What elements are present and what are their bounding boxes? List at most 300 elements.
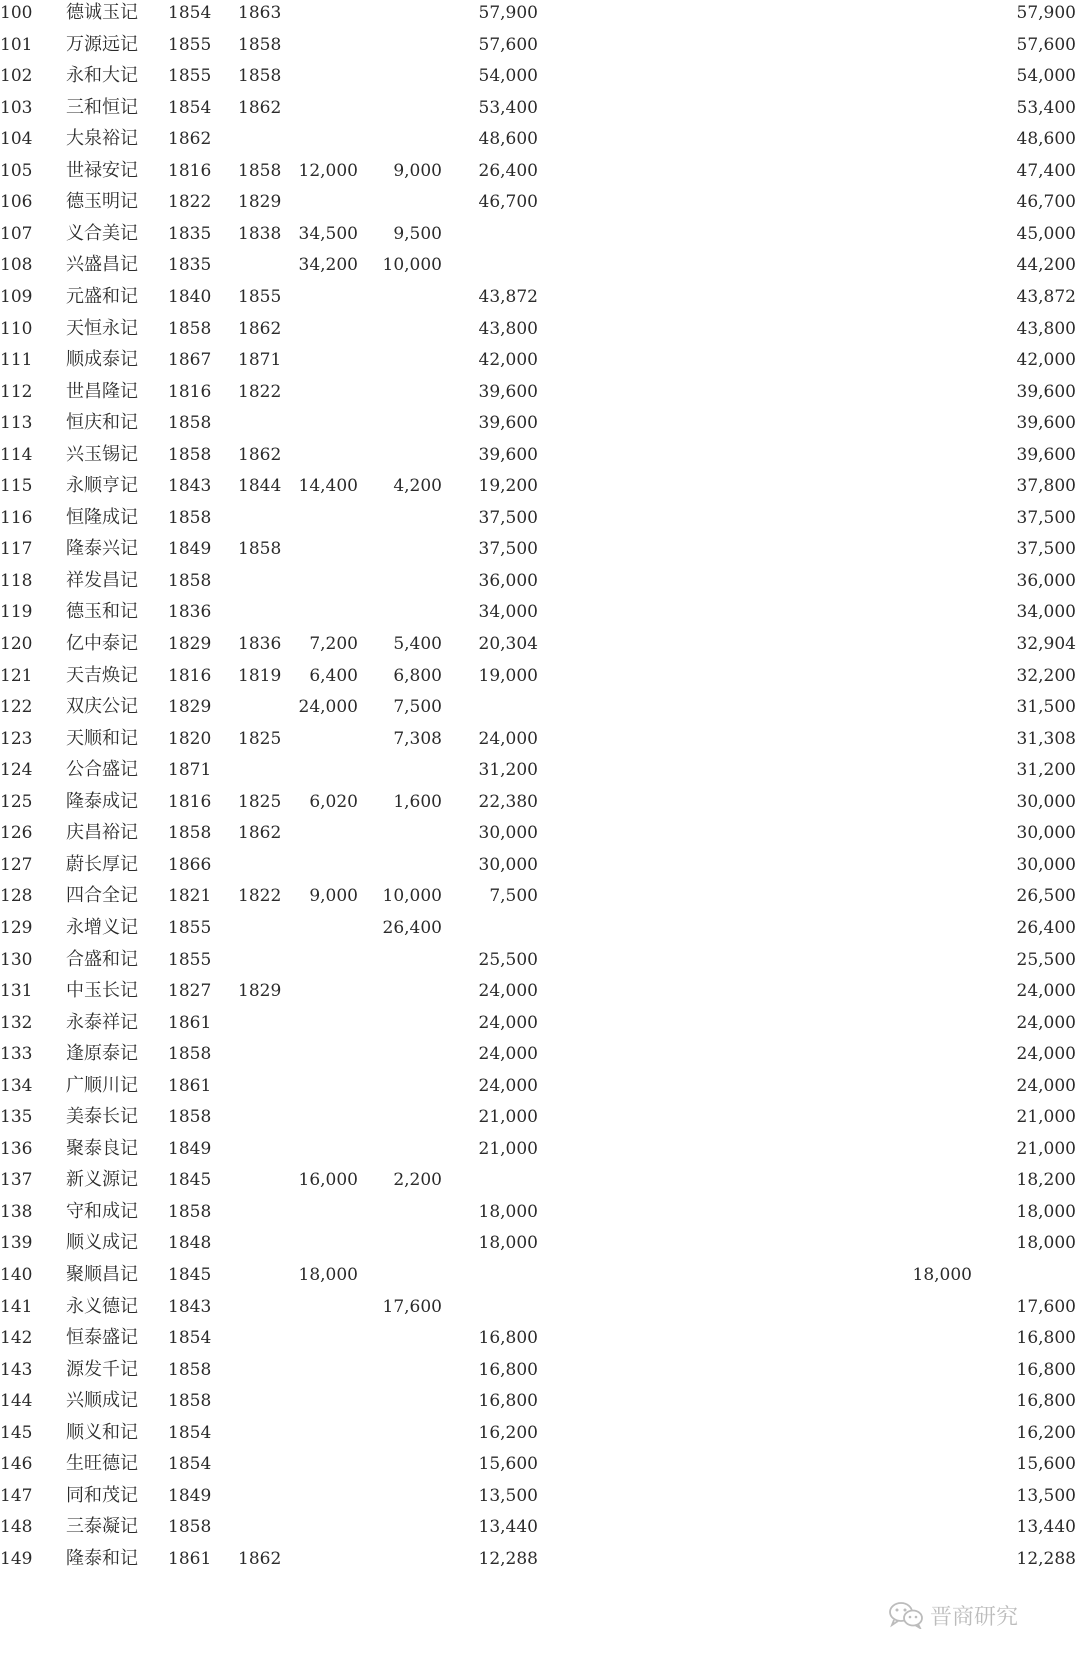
amount-col-b <box>380 410 442 444</box>
year-start: 1843 <box>168 1296 212 1317</box>
row-number: 126 <box>0 823 33 844</box>
year-end <box>238 1136 288 1170</box>
row-number: 148 <box>0 1517 33 1538</box>
amount-total: 43,872 <box>1016 286 1076 307</box>
table-row <box>0 221 1080 255</box>
amount-col-b: 1,600 <box>393 791 442 812</box>
amount-col-c <box>474 1294 538 1328</box>
amount-col-a <box>296 284 358 318</box>
year-end <box>238 1451 288 1485</box>
year-start: 1858 <box>168 570 212 591</box>
year-start: 1854 <box>168 1328 212 1349</box>
amount-col-b <box>380 1388 442 1422</box>
firm-name: 源发千记 <box>66 1358 138 1380</box>
amount-total: 36,000 <box>1016 570 1076 591</box>
amount-total: 13,440 <box>1016 1517 1076 1538</box>
amount-col-d <box>906 694 972 728</box>
row-number: 124 <box>0 760 33 781</box>
amount-col-b <box>380 757 442 791</box>
row-number: 113 <box>0 413 33 434</box>
table-row <box>0 1546 1080 1580</box>
amount-col-b <box>380 32 442 66</box>
amount-col-a <box>296 347 358 381</box>
amount-col-c: 16,800 <box>478 1391 538 1412</box>
watermark-text: 晋商研究 <box>930 1604 1019 1630</box>
year-start: 1855 <box>168 66 212 87</box>
firm-name: 美泰长记 <box>66 1106 138 1128</box>
row-number: 146 <box>0 1454 33 1475</box>
year-start: 1848 <box>168 1233 212 1254</box>
firm-name: 德玉和记 <box>66 601 138 623</box>
firm-name: 永增义记 <box>66 916 138 938</box>
amount-col-a: 34,500 <box>298 223 358 244</box>
table-row <box>0 284 1080 318</box>
amount-total: 26,400 <box>1016 917 1076 938</box>
row-number: 144 <box>0 1391 33 1412</box>
table-row <box>0 536 1080 570</box>
amount-col-a <box>296 915 358 949</box>
amount-col-c: 39,600 <box>478 381 538 402</box>
amount-col-c: 24,000 <box>478 1012 538 1033</box>
year-start: 1861 <box>168 1075 212 1096</box>
amount-col-c: 13,500 <box>478 1485 538 1506</box>
amount-col-c: 20,304 <box>478 634 538 654</box>
firm-name: 聚泰良记 <box>66 1137 138 1159</box>
table-row <box>0 158 1080 192</box>
row-number: 122 <box>0 697 33 718</box>
year-start: 1827 <box>168 981 212 1002</box>
amount-col-a <box>296 1546 358 1580</box>
amount-total: 15,600 <box>1016 1454 1076 1475</box>
table-row <box>0 473 1080 507</box>
row-number: 103 <box>0 97 33 118</box>
year-start: 1871 <box>168 760 212 781</box>
amount-col-b <box>380 1325 442 1359</box>
amount-total: 31,500 <box>1016 697 1076 718</box>
row-number: 137 <box>0 1170 33 1191</box>
amount-col-d <box>906 1136 972 1170</box>
year-end: 1825 <box>238 728 282 749</box>
table-row <box>0 252 1080 286</box>
year-end <box>238 1010 288 1044</box>
amount-col-a <box>296 189 358 223</box>
amount-total: 37,800 <box>1016 476 1076 497</box>
amount-col-a: 16,000 <box>298 1170 358 1191</box>
row-number: 121 <box>0 665 33 686</box>
table-row <box>0 505 1080 539</box>
year-start: 1820 <box>168 728 212 749</box>
amount-col-a <box>296 820 358 854</box>
amount-total: 24,000 <box>1016 1012 1076 1033</box>
amount-total: 21,000 <box>1016 1107 1076 1128</box>
year-start: 1858 <box>168 1044 212 1065</box>
amount-col-d <box>906 316 972 350</box>
amount-total: 45,000 <box>1016 223 1076 244</box>
year-start: 1854 <box>168 97 212 118</box>
firm-name: 同和茂记 <box>66 1484 138 1506</box>
amount-col-d <box>906 32 972 66</box>
row-number: 111 <box>0 350 33 371</box>
amount-col-a <box>296 63 358 97</box>
year-start: 1843 <box>168 476 212 497</box>
amount-col-c: 31,200 <box>478 760 538 781</box>
amount-col-b <box>380 820 442 854</box>
row-number: 115 <box>0 476 33 497</box>
amount-col-d <box>906 631 972 665</box>
firm-name: 元盛和记 <box>66 285 138 307</box>
year-start: 1858 <box>168 1517 212 1538</box>
table-row <box>0 1357 1080 1391</box>
year-end: 1838 <box>238 223 282 244</box>
firm-name: 聚顺昌记 <box>66 1264 138 1285</box>
row-number: 134 <box>0 1075 33 1096</box>
year-end: 1822 <box>238 886 282 907</box>
amount-total: 39,600 <box>1016 381 1076 402</box>
amount-col-d <box>906 95 972 129</box>
row-number: 119 <box>0 602 33 623</box>
amount-col-b <box>380 284 442 318</box>
amount-total: 26,500 <box>1016 886 1076 907</box>
table-row <box>0 1010 1080 1044</box>
amount-col-b <box>380 1420 442 1454</box>
amount-col-a <box>296 568 358 602</box>
amount-total: 24,000 <box>1016 981 1076 1002</box>
year-start: 1849 <box>168 539 212 560</box>
amount-col-b <box>380 1010 442 1044</box>
amount-col-d <box>906 536 972 570</box>
table-row <box>0 694 1080 728</box>
amount-col-a <box>296 1451 358 1485</box>
amount-col-d <box>906 1357 972 1391</box>
amount-col-d <box>906 726 972 760</box>
year-start: 1858 <box>168 1201 212 1222</box>
table-row <box>0 1451 1080 1485</box>
amount-total: 39,600 <box>1016 413 1076 434</box>
row-number: 131 <box>0 981 33 1002</box>
amount-col-a: 6,400 <box>309 665 358 686</box>
year-start: 1822 <box>168 192 212 213</box>
row-number: 145 <box>0 1422 33 1443</box>
year-start: 1835 <box>168 223 212 244</box>
amount-col-c: 43,872 <box>478 286 538 307</box>
amount-col-b <box>380 1451 442 1485</box>
year-end <box>238 1483 288 1517</box>
amount-col-b <box>380 1262 442 1296</box>
year-start: 1849 <box>168 1485 212 1506</box>
table-row <box>0 757 1080 791</box>
amount-col-c: 37,500 <box>478 507 538 528</box>
amount-total: 18,000 <box>1016 1201 1076 1222</box>
firm-name: 祥发昌记 <box>66 569 138 591</box>
amount-col-b <box>380 1136 442 1170</box>
amount-col-d <box>906 1451 972 1485</box>
year-end <box>238 947 288 981</box>
table-row <box>0 189 1080 223</box>
firm-name: 隆泰成记 <box>66 790 138 812</box>
amount-col-b <box>380 189 442 223</box>
row-number: 140 <box>0 1265 33 1285</box>
year-end: 1829 <box>238 192 282 213</box>
amount-col-d <box>906 789 972 823</box>
year-start: 1829 <box>168 634 212 654</box>
amount-col-a <box>296 978 358 1012</box>
amount-col-a <box>296 379 358 413</box>
amount-col-c: 26,400 <box>478 160 538 181</box>
year-start: 1816 <box>168 791 212 812</box>
year-end: 1825 <box>238 791 282 812</box>
table-row <box>0 947 1080 981</box>
year-start: 1829 <box>168 697 212 718</box>
table-row <box>0 1514 1080 1548</box>
amount-col-a <box>296 32 358 66</box>
amount-col-c <box>474 1262 538 1296</box>
amount-col-d <box>906 284 972 318</box>
table-row <box>0 0 1080 34</box>
row-number: 109 <box>0 286 33 307</box>
amount-total: 18,200 <box>1016 1170 1076 1191</box>
amount-total: 39,600 <box>1016 444 1076 465</box>
year-end: 1862 <box>238 444 282 465</box>
row-number: 149 <box>0 1548 33 1569</box>
firm-name: 生旺德记 <box>66 1453 138 1475</box>
row-number: 102 <box>0 66 33 87</box>
amount-col-d <box>906 947 972 981</box>
amount-total: 16,800 <box>1016 1391 1076 1412</box>
year-start: 1855 <box>168 34 212 55</box>
amount-col-a <box>296 726 358 760</box>
amount-col-b: 26,400 <box>382 917 442 938</box>
amount-total: 30,000 <box>1016 854 1076 875</box>
row-number: 100 <box>0 3 33 23</box>
amount-col-d <box>906 757 972 791</box>
amount-col-a <box>296 1514 358 1548</box>
amount-total: 47,400 <box>1016 160 1076 181</box>
amount-total: 53,400 <box>1016 97 1076 118</box>
amount-col-b <box>380 1230 442 1264</box>
amount-col-c: 24,000 <box>478 981 538 1002</box>
table-row <box>0 726 1080 760</box>
table-row <box>0 852 1080 886</box>
amount-col-c <box>474 221 538 255</box>
amount-col-b <box>380 63 442 97</box>
table-row <box>0 1136 1080 1170</box>
amount-col-b <box>380 1357 442 1391</box>
year-end: 1862 <box>238 823 282 844</box>
amount-col-a <box>296 1230 358 1264</box>
year-end: 1844 <box>238 476 282 497</box>
table-row <box>0 1104 1080 1138</box>
amount-col-c: 24,000 <box>478 728 538 749</box>
amount-col-c: 37,500 <box>478 539 538 560</box>
firm-name: 德玉明记 <box>66 191 138 213</box>
amount-total: 37,500 <box>1016 507 1076 528</box>
amount-col-a <box>296 126 358 160</box>
table-row <box>0 1262 1080 1296</box>
firm-name: 永义德记 <box>66 1295 138 1317</box>
amount-col-d <box>906 1325 972 1359</box>
amount-col-c: 24,000 <box>478 1075 538 1096</box>
year-end: 1855 <box>238 286 282 307</box>
year-start: 1835 <box>168 255 212 276</box>
amount-col-a <box>296 410 358 444</box>
year-start: 1867 <box>168 350 212 371</box>
year-end <box>238 1294 288 1328</box>
amount-col-d <box>906 410 972 444</box>
row-number: 112 <box>0 381 33 402</box>
wechat-icon <box>888 1601 924 1629</box>
table-row <box>0 410 1080 444</box>
firm-name: 恒隆成记 <box>66 506 138 528</box>
amount-total: 24,000 <box>1016 1044 1076 1065</box>
amount-col-d <box>906 347 972 381</box>
amount-col-b: 10,000 <box>382 255 442 276</box>
year-end: 1858 <box>238 539 282 560</box>
amount-total: 25,500 <box>1016 949 1076 970</box>
firm-name: 恒庆和记 <box>66 412 138 434</box>
year-end: 1836 <box>238 634 282 654</box>
amount-col-d <box>906 1073 972 1107</box>
amount-col-a <box>296 1325 358 1359</box>
amount-col-a <box>296 0 358 34</box>
year-end <box>238 915 288 949</box>
amount-col-b: 7,308 <box>393 728 442 749</box>
amount-total: 32,904 <box>1016 634 1076 654</box>
firm-name: 新义源记 <box>66 1169 138 1191</box>
amount-col-c: 21,000 <box>478 1107 538 1128</box>
row-number: 141 <box>0 1296 33 1317</box>
firm-name: 天吉焕记 <box>66 664 138 686</box>
year-end <box>238 1041 288 1075</box>
row-number: 120 <box>0 634 33 654</box>
firm-name: 恒泰盛记 <box>66 1327 138 1349</box>
firm-name: 四合全记 <box>66 885 138 907</box>
amount-col-b: 4,200 <box>393 476 442 497</box>
year-end: 1819 <box>238 665 282 686</box>
amount-col-b <box>380 1199 442 1233</box>
table-row <box>0 1483 1080 1517</box>
amount-col-a: 12,000 <box>298 160 358 181</box>
year-end <box>238 1104 288 1138</box>
table-row <box>0 663 1080 697</box>
year-end: 1858 <box>238 66 282 87</box>
row-number: 117 <box>0 539 33 560</box>
firm-name: 守和成记 <box>66 1200 138 1222</box>
amount-col-a <box>296 442 358 476</box>
firm-name: 双庆公记 <box>66 696 138 718</box>
amount-col-a <box>296 1073 358 1107</box>
amount-col-a <box>296 1010 358 1044</box>
amount-col-d <box>906 0 972 34</box>
year-end <box>238 505 288 539</box>
table-row <box>0 1325 1080 1359</box>
row-number: 101 <box>0 34 33 55</box>
row-number: 107 <box>0 223 33 244</box>
amount-col-c: 42,000 <box>478 350 538 371</box>
year-start: 1849 <box>168 1138 212 1159</box>
amount-total: 46,700 <box>1016 192 1076 213</box>
year-end <box>238 757 288 791</box>
row-number: 129 <box>0 917 33 938</box>
row-number: 138 <box>0 1201 33 1222</box>
table-row <box>0 126 1080 160</box>
year-start: 1858 <box>168 507 212 528</box>
firm-name: 兴盛昌记 <box>66 254 138 276</box>
amount-col-c: 43,800 <box>478 318 538 339</box>
amount-col-c: 46,700 <box>478 192 538 213</box>
amount-col-c <box>474 694 538 728</box>
year-end <box>238 410 288 444</box>
firm-name: 逢原泰记 <box>66 1043 138 1065</box>
year-end: 1858 <box>238 34 282 55</box>
amount-col-a <box>296 757 358 791</box>
firm-name: 永泰祥记 <box>66 1011 138 1033</box>
firm-name: 世昌隆记 <box>66 380 138 402</box>
amount-col-d <box>906 599 972 633</box>
year-start: 1854 <box>168 1454 212 1475</box>
year-start: 1854 <box>168 1422 212 1443</box>
amount-col-b <box>380 126 442 160</box>
table-row <box>0 442 1080 476</box>
amount-col-c <box>474 1167 538 1201</box>
year-start: 1854 <box>168 3 212 23</box>
firm-name: 大泉裕记 <box>66 128 138 150</box>
table-row <box>0 1199 1080 1233</box>
row-number: 106 <box>0 192 33 213</box>
amount-col-a <box>296 1041 358 1075</box>
amount-col-c: 24,000 <box>478 1044 538 1065</box>
amount-total: 57,600 <box>1016 34 1076 55</box>
row-number: 108 <box>0 255 33 276</box>
year-start: 1861 <box>168 1548 212 1569</box>
amount-col-c: 18,000 <box>478 1233 538 1254</box>
year-start: 1858 <box>168 444 212 465</box>
year-start: 1858 <box>168 823 212 844</box>
year-start: 1858 <box>168 1359 212 1380</box>
year-start: 1840 <box>168 286 212 307</box>
year-end: 1871 <box>238 350 282 371</box>
amount-col-a: 6,020 <box>309 791 358 812</box>
amount-col-d <box>906 1104 972 1138</box>
row-number: 132 <box>0 1012 33 1033</box>
table-row <box>0 1420 1080 1454</box>
amount-total: 16,800 <box>1016 1328 1076 1349</box>
year-start: 1858 <box>168 413 212 434</box>
firm-name: 亿中泰记 <box>66 633 138 654</box>
year-start: 1821 <box>168 886 212 907</box>
year-end <box>238 1420 288 1454</box>
amount-col-c: 54,000 <box>478 66 538 87</box>
amount-col-c <box>474 915 538 949</box>
year-end: 1862 <box>238 97 282 118</box>
amount-col-b <box>380 852 442 886</box>
amount-col-a <box>296 1199 358 1233</box>
year-end <box>238 1514 288 1548</box>
amount-col-b <box>380 568 442 602</box>
amount-col-c: 25,500 <box>478 949 538 970</box>
year-end <box>238 694 288 728</box>
row-number: 130 <box>0 949 33 970</box>
amount-total: 13,500 <box>1016 1485 1076 1506</box>
amount-col-b: 17,600 <box>382 1296 442 1317</box>
amount-col-b <box>380 1514 442 1548</box>
watermark <box>888 1599 1018 1631</box>
firm-name: 广顺川记 <box>66 1074 138 1096</box>
amount-col-c: 30,000 <box>478 823 538 844</box>
amount-col-b <box>380 536 442 570</box>
amount-total: 31,308 <box>1016 728 1076 749</box>
table-row <box>0 568 1080 602</box>
amount-col-c <box>474 252 538 286</box>
